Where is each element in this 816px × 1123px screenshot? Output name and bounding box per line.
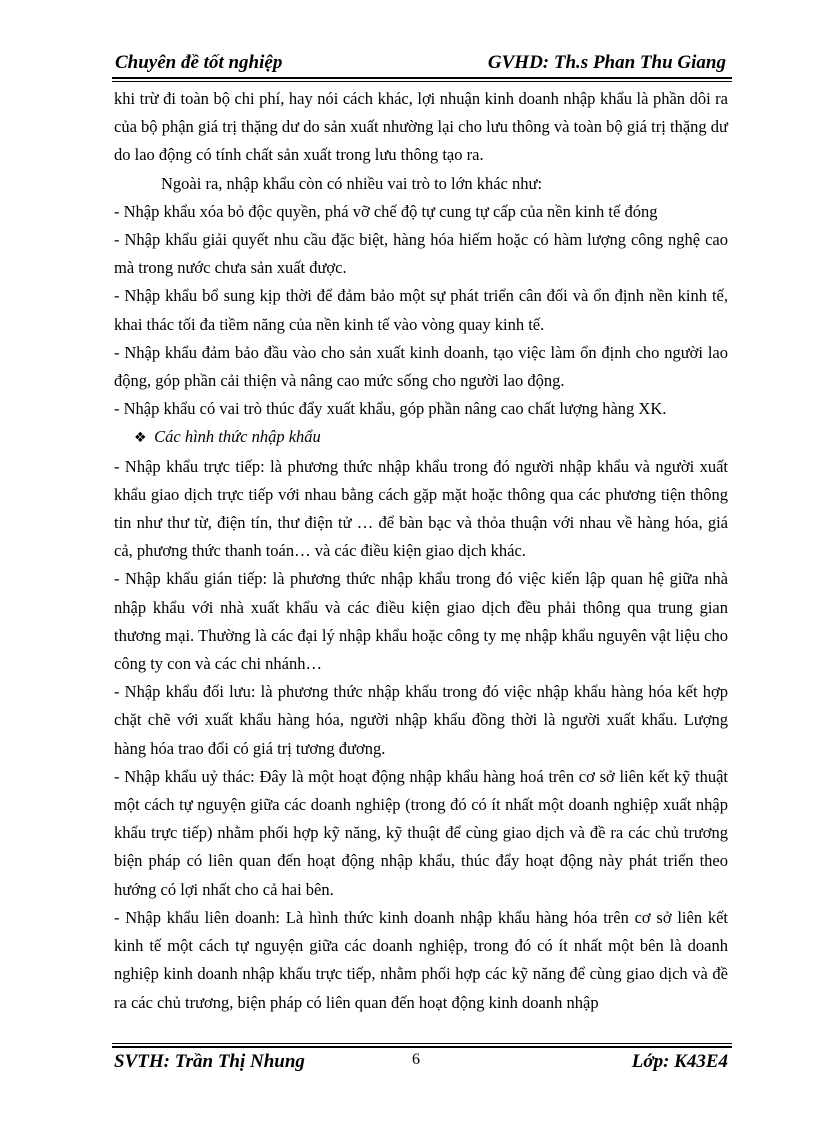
import-form-item: - Nhập khẩu gián tiếp: là phương thức nhập khẩu trong đó việc kiến lập quan hệ giữa nhà nhập khẩu với nhà xuất khẩu và các điều kiện giao dịch đều phải thông qua trung gian thương mại. Thường là các đại lý nhập khẩu hoặc công ty mẹ nhập khẩu nguyên vật liệu cho công ty con và các chi nhánh…	[114, 569, 728, 674]
role-item: - Nhập khẩu xóa bỏ độc quyền, phá vỡ chế độ tự cung tự cấp của nền kinh tế đóng	[114, 201, 658, 221]
header-advisor: GVHD: Th.s Phan Thu Giang	[487, 52, 726, 73]
section-heading	[114, 423, 728, 452]
import-form-item: - Nhập khẩu uỷ thác: Đây là một hoạt động nhập khẩu hàng hoá trên cơ sở liên kết kỹ thuật một cách tự nguyện giữa các doanh nghiệp (trong đó có ít nhất một doanh nghiệp xuất nhập khẩu trực tiếp) nhằm phối hợp kỹ năng, kỹ thuật để cùng giao dịch và đề ra các chủ trương biện pháp có liên quan đến hoạt động nhập khẩu, thúc đẩy hoạt động này phát triển theo hướng có lợi nhất cho cả hai bên.	[114, 766, 728, 899]
header-title: Chuyên đề tốt nghiệp	[115, 52, 283, 73]
page-footer	[112, 1048, 732, 1078]
paragraph-roles-intro: Ngoài ra, nhập khẩu còn có nhiều vai trò to lớn khác như:	[161, 173, 543, 193]
footer-class: Lớp: K43E4	[631, 1051, 728, 1072]
import-form-item: - Nhập khẩu trực tiếp: là phương thức nhập khẩu trong đó người nhập khẩu và người xuất khẩu giao dịch trực tiếp với nhau bằng cách gặp mặt hoặc thông qua các phương tiện thông tin như thư từ, điện tín, thư điện tử … để bàn bạc và thỏa thuận với nhau về hàng hóa, giá cả, phương thức thanh toán… và các điều kiện giao dịch khác.	[114, 456, 728, 561]
section-heading-text: Các hình thức nhập khẩu	[154, 427, 321, 447]
paragraph-continuation: khi trừ đi toàn bộ chi phí, hay nói cách khác, lợi nhuận kinh doanh nhập khẩu là phần dôi ra của bộ phận giá trị thặng dư do sản xuất nhường lại cho lưu thông và toàn bộ giá trị thặng dư do lao động có tính chất sản xuất trong lưu thông tạo ra.	[114, 89, 728, 165]
role-item: - Nhập khẩu đảm bảo đầu vào cho sản xuất kinh doanh, tạo việc làm ổn định cho người lao động, góp phần cải thiện và nâng cao mức sống cho người lao động.	[114, 342, 728, 391]
import-form-item: - Nhập khẩu đối lưu: là phương thức nhập khẩu trong đó việc nhập khẩu hàng hóa kết hợp chặt chẽ với xuất khẩu hàng hóa, người nhập khẩu đồng thời là người xuất khẩu. Lượng hàng hóa trao đổi có giá trị tương đương.	[114, 682, 728, 758]
footer-student: SVTH: Trần Thị Nhung	[114, 1051, 305, 1072]
page-header	[112, 50, 732, 76]
import-form-item: - Nhập khẩu liên doanh: Là hình thức kinh doanh nhập khẩu hàng hóa trên cơ sở liên kết kinh tế một cách tự nguyện giữa các doanh nghiệp, trong đó có ít nhất một bên là doanh nghiệp kinh doanh nhập khẩu trực tiếp, nhằm phối hợp các kỹ năng để cùng giao dịch và đề ra các chủ trương, biện pháp có liên quan đến hoạt động kinh doanh nhập	[114, 907, 728, 1012]
diamond-bullet-icon: ❖	[134, 430, 147, 447]
page-number: 6	[412, 1051, 420, 1068]
header-rule-thick	[112, 77, 732, 79]
footer-rule-thin	[112, 1043, 732, 1044]
page-body	[114, 85, 728, 1017]
header-rule-thin	[112, 81, 732, 82]
role-item: - Nhập khẩu có vai trò thúc đẩy xuất khẩu, góp phần nâng cao chất lượng hàng XK.	[114, 399, 667, 419]
role-item: - Nhập khẩu giải quyết nhu cầu đặc biệt, hàng hóa hiếm hoặc có hàm lượng công nghệ cao mà trong nước chưa sản xuất được.	[114, 230, 728, 278]
role-item: - Nhập khẩu bổ sung kịp thời để đảm bảo một sự phát triển cân đối và ổn định nền kinh tế, khai thác tối đa tiềm năng của nền kinh tế vào vòng quay kinh tế.	[114, 286, 728, 334]
